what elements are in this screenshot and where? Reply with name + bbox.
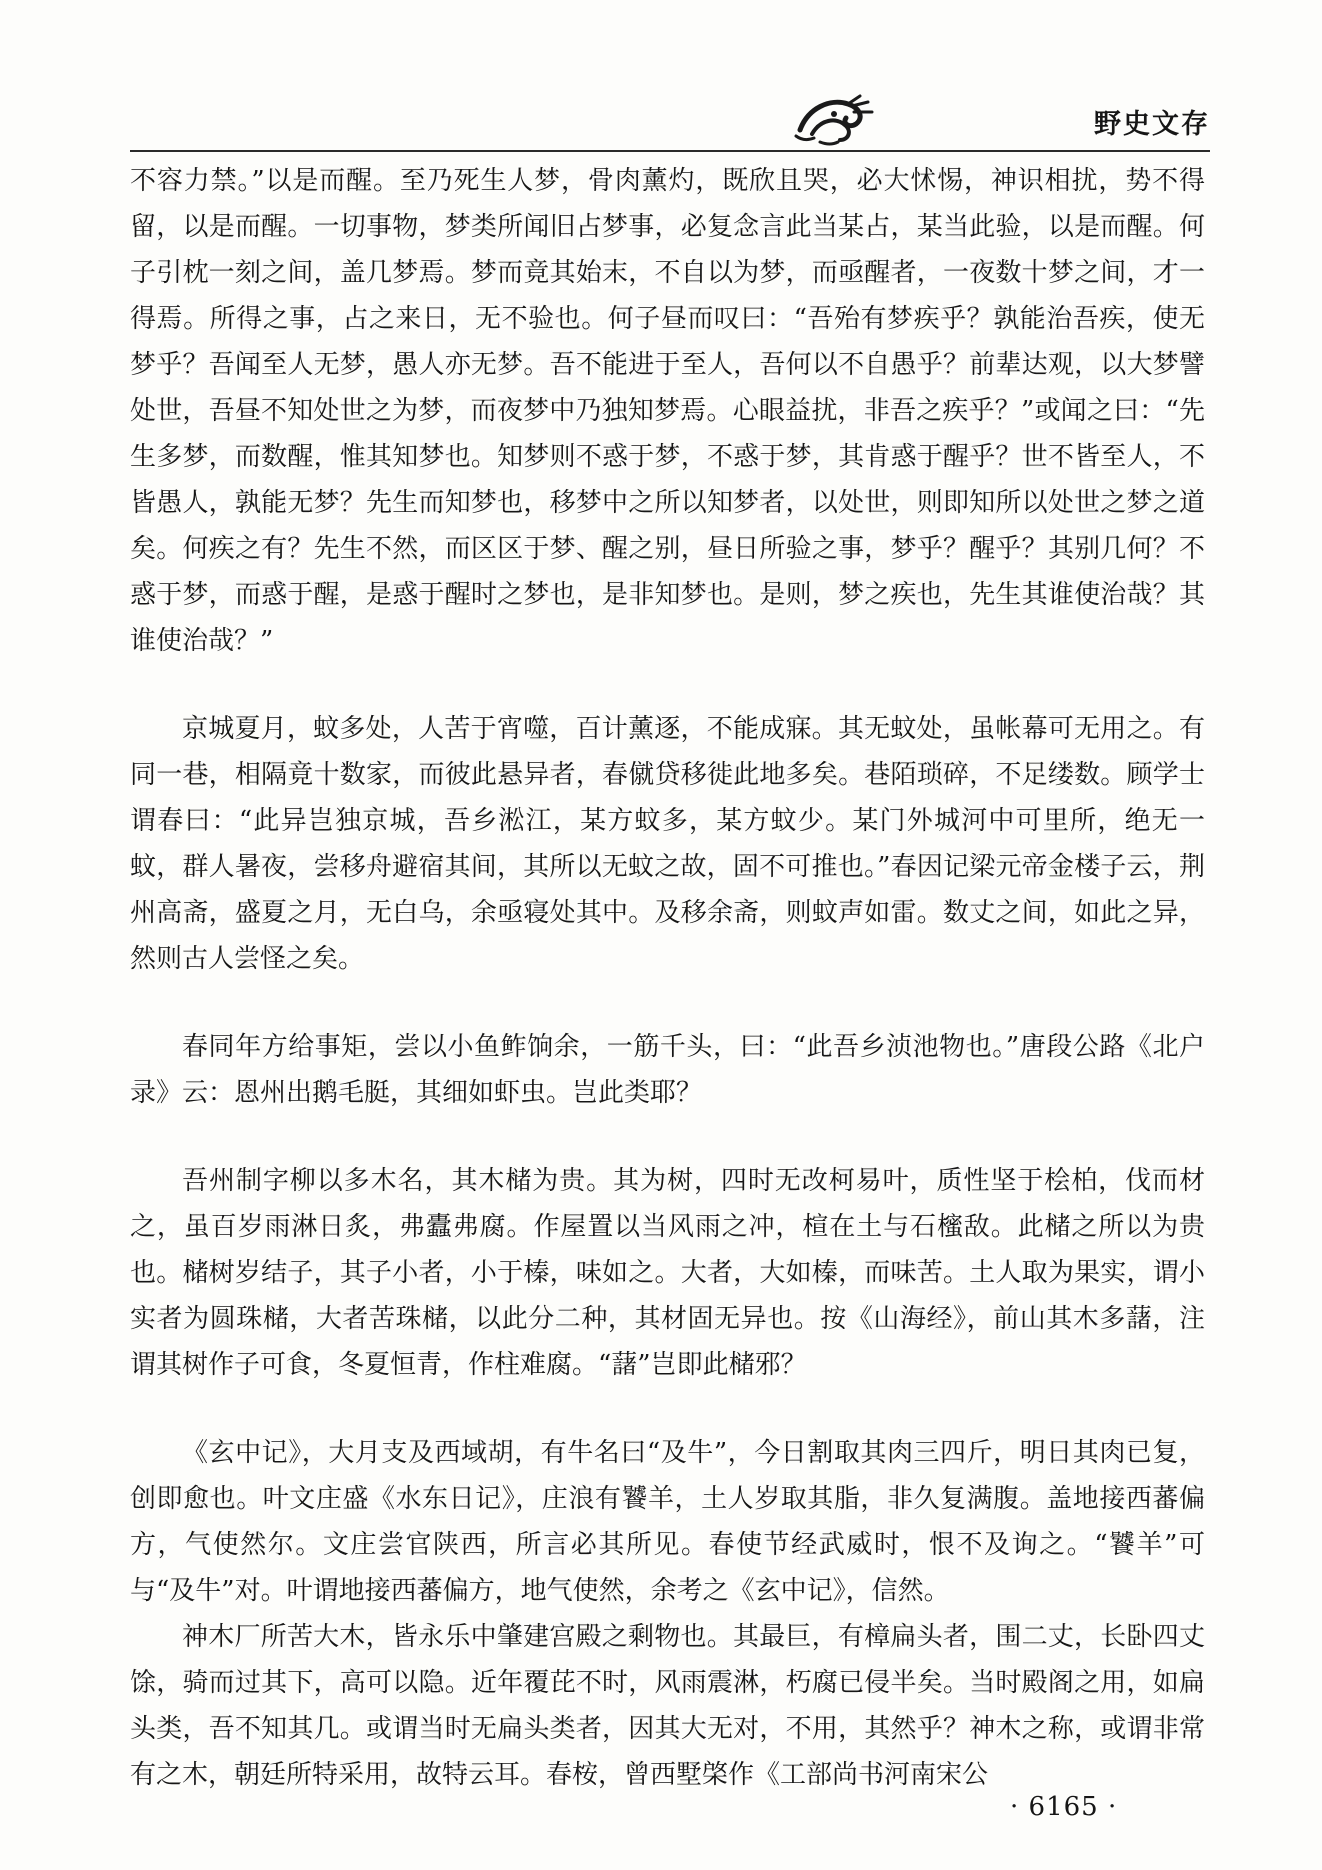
page-body: [130, 158, 1205, 1798]
paragraph-xuanzhongji: 《玄中记》，大月支及西域胡，有牛名曰“及牛”，今日割取其肉三四斤，明日其肉已复，创即愈也。叶文庄盛《水东日记》，庄浪有饕羊，土人岁取其脂，非久复满腹。盖地接西蕃偏方，气使然尔。文庄尝官陕西，所言必其所见。春使节经武威时，恨不及询之。“饕羊”可与“及牛”对。叶谓地接西蕃偏方，地气使然，余考之《玄中记》，信然。: [130, 1438, 1205, 1606]
paragraph-shenmu-factory: 神木厂所苦大木，皆永乐中肇建宫殿之剩物也。其最巨，有樟扁头者，围二丈，长卧四丈馀，骑而过其下，高可以隐。近年覆芘不时，风雨震淋，朽腐已侵半矣。当时殿阁之用，如扁头类，吾不知其几。或谓当时无扁头类者，因其大无对，不用，其然乎？神木之称，或谓非常有之木，朝廷所特采用，故特云耳。春桉，曾西墅棨作《工部尚书河南宋公: [130, 1622, 1205, 1790]
running-header: [790, 90, 1210, 150]
header-rule: [130, 150, 1210, 152]
paragraph-zhu-tree: 吾州制字柳以多木名，其木槠为贵。其为树，四时无改柯易叶，质性坚于桧柏，伐而材之，虽百岁雨淋日炙，弗蠹弗腐。作屋置以当风雨之冲，楦在土与石櫁敌。此槠之所以为贵也。槠树岁结子，其子小者，小于榛，味如之。大者，大如榛，而味苦。土人取为果实，谓小实者为圆珠槠，大者苦珠槠，以此分二种，其材固无异也。按《山海经》，前山其木多藷，注谓其树作子可食，冬夏恒青，作柱难腐。“藷”岂即此槠邪？: [130, 1166, 1205, 1380]
paragraph-mosquitoes: 京城夏月，蚊多处，人苦于宵噬，百计薰逐，不能成寐。其无蚊处，虽帐幕可无用之。有同一巷，相隔竟十数家，而彼此悬异者，春僦贷移徙此地多矣。巷陌琐碎，不足缕数。顾学士谓春曰：“此异岂独京城，吾乡淞江，某方蚊多，某方蚊少。某门外城河中可里所，绝无一蚊，群人暑夜，尝移舟避宿其间，其所以无蚊之故，固不可推也。”春因记梁元帝金楼子云，荆州高斋，盛夏之月，无白乌，余亟寝处其中。及移余斋，则蚊声如雷。数丈之间，如此之异，然则古人尝怪之矣。: [130, 714, 1205, 974]
page-number: · 6165 ·: [1010, 1792, 1118, 1822]
paragraph-small-fish: 春同年方给事矩，尝以小鱼鲊饷余，一筋千头，曰：“此吾乡浈池物也。”唐段公路《北户录》云：恩州出鹅毛脡，其细如虾虫。岂此类耶？: [130, 1032, 1205, 1108]
paragraph-dreams: 不容力禁。”以是而醒。至乃死生人梦，骨肉薰灼，既欣且哭，必大怵惕，神识相扰，势不得留，以是而醒。一切事物，梦类所闻旧占梦事，必复念言此当某占，某当此验，以是而醒。何子引枕一刻之间，盖几梦焉。梦而竟其始末，不自以为梦，而亟醒者，一夜数十梦之间，才一得焉。所得之事，占之来日，无不验也。何子昼而叹曰：“吾殆有梦疾乎？孰能治吾疾，使无梦乎？吾闻至人无梦，愚人亦无梦。吾不能进于至人，吾何以不自愚乎？前辈达观，以大梦譬处世，吾昼不知处世之为梦，而夜梦中乃独知梦焉。心眼益扰，非吾之疾乎？”或闻之曰：“先生多梦，而数醒，惟其知梦也。知梦则不惑于梦，不惑于梦，其肯惑于醒乎？世不皆至人，不皆愚人，孰能无梦？先生而知梦也，移梦中之所以知梦者，以处世，则即知所以处世之梦之道矣。何疾之有？先生不然，而区区于梦、醒之别，昼日所验之事，梦乎？醒乎？其别几何？不惑于梦，而惑于醒，是惑于醒时之梦也，是非知梦也。是则，梦之疾也，先生其谁使治哉？其谁使治哉？”: [130, 166, 1205, 656]
dragon-emblem-icon: [790, 90, 880, 148]
page-header-title: 野史文存: [1094, 109, 1210, 140]
